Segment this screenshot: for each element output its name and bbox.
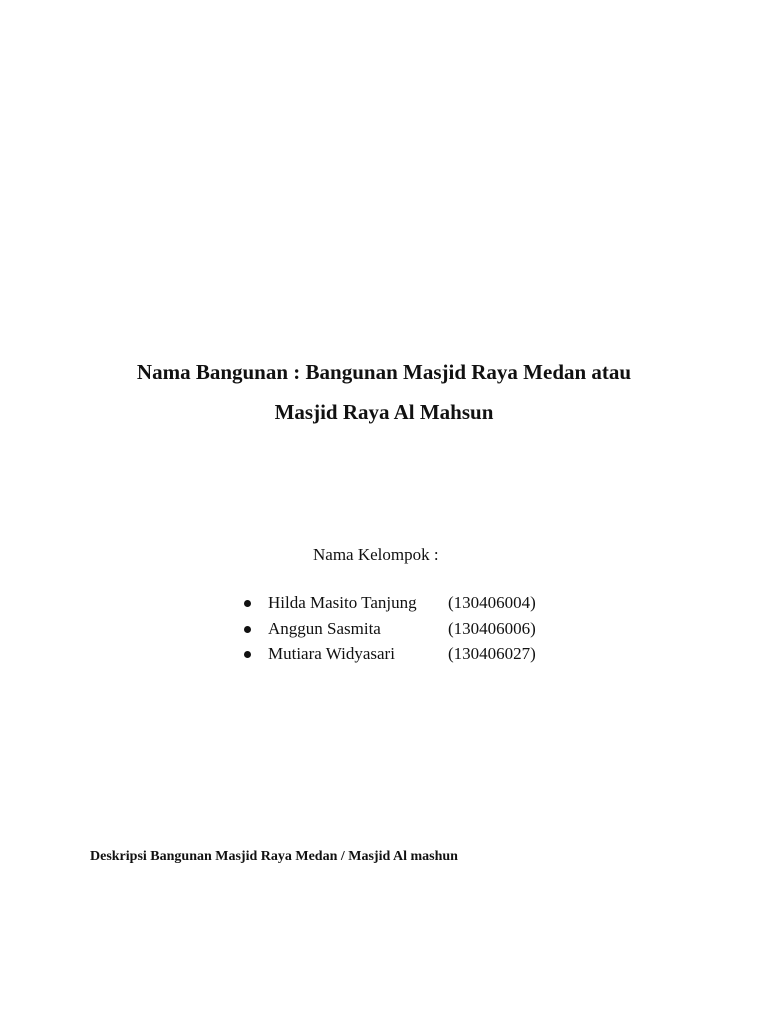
description-heading: Deskripsi Bangunan Masjid Raya Medan / Masjid Al mashun [90,849,458,864]
member-nim: (130406006) [448,618,536,638]
bullet-icon [244,651,251,658]
group-heading: Nama Kelompok : [313,545,439,564]
member-name: Mutiara Widyasari [268,644,395,663]
title-line-1: Nama Bangunan : Bangunan Masjid Raya Medan atau [136,360,632,384]
member-name: Hilda Masito Tanjung [268,593,417,612]
member-name: Anggun Sasmita [268,618,381,638]
bullet-icon [244,600,251,607]
title-line-2: Masjid Raya Al Mahsun [274,400,494,424]
bullet-icon [244,626,251,633]
member-nim: (130406004) [448,593,536,612]
member-nim: (130406027) [448,644,536,663]
